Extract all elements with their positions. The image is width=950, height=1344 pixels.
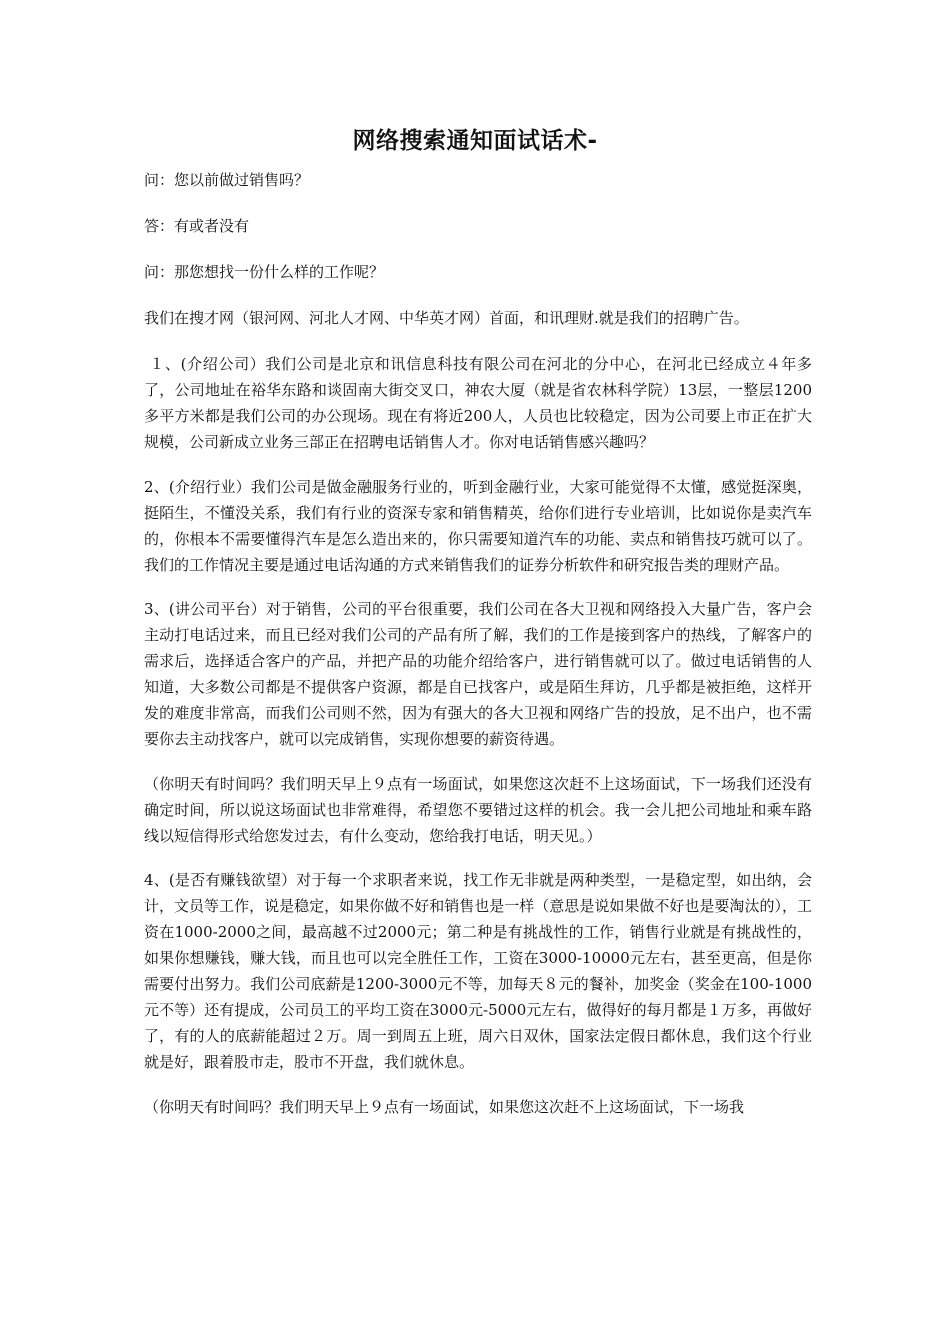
document-body [144, 167, 812, 1138]
paragraph-introduce-company: １、(介绍公司）我们公司是北京和讯信息科技有限公司在河北的分中心，在河北已经成立４年多了，公司地址在裕华东路和谈固南大街交叉口，神农大厦（就是省农林科学院）13层，一整层1200多平方米都是我们公司的办公现场。现在有将近200人，人员也比较稳定，因为公司要上市正在扩大规模，公司新成立业务三部正在招聘电话销售人才。你对电话销售感兴趣吗？ [144, 355, 812, 451]
document-title: 网络搜索通知面试话术- [352, 128, 598, 154]
paragraph-introduce-industry: 2、(介绍行业）我们公司是做金融服务行业的，听到金融行业，大家可能觉得不太懂，感觉挺深奥，挺陌生，不懂没关系，我们有行业的资深专家和销售精英，给你们进行专业培训，比如说你是卖汽车的，你根本不需要懂得汽车是怎么造出来的，你只需要知道汽车的功能、卖点和销售技巧就可以了。我们的工作情况主要是通过电话沟通的方式来销售我们的证券分析软件和研究报告类的理财产品。 [144, 477, 812, 574]
paragraph-company-platform: 3、(讲公司平台）对于销售，公司的平台很重要，我们公司在各大卫视和网络投入大量广告，客户会主动打电话过来，而且已经对我们公司的产品有所了解，我们的工作是接到客户的热线，了解客户的需求后，选择适合客户的产品，并把产品的功能介绍给客户，进行销售就可以了。做过电话销售的人知道，大多数公司都是不提供客户资源，都是自已找客户，或是陌生拜访，几乎都是被拒绝，这样开发的难度非常高，而我们公司则不然，因为有强大的各大卫视和网络广告的投放，足不出户，也不需要你去主动找客户，就可以完成销售，实现你想要的薪资待遇。 [144, 600, 812, 748]
paragraph-question-2: 问：那您想找一份什么样的工作呢？ [144, 263, 385, 281]
paragraph-answer-1: 答：有或者没有 [144, 217, 250, 235]
paragraph-earning-desire: 4、(是否有赚钱欲望）对于每一个求职者来说，找工作无非就是两种类型，一是稳定型，如出纳，会计，文员等工作，说是稳定，如果你做不好和销售也是一样（意思是说如果做不好也是要淘汰的），工资在1000-2000之间，最高越不过2000元；第二种是有挑战性的工作，销售行业就是有挑战性的，如果你想赚钱，赚大钱，而且也可以完全胜任工作，工资在3000-10000元左右，甚至更高，但是你需要付出努力。我们公司底薪是1200-3000元不等，加每天８元的餐补，加奖金（奖金在100-1000元不等）还有提成，公司员工的平均工资在3000元-5000元左右，做得好的每月都是１万多，再做好了，有的人的底薪能超过２万。周一到周五上班，周六日双休，国家法定假日都休息，我们这个行业就是好，跟着股市走，股市不开盘，我们就休息。 [144, 871, 812, 1071]
paragraph-interview-invitation-repeat: （你明天有时间吗？我们明天早上９点有一场面试，如果您这次赶不上这场面试，下一场我 [144, 1097, 745, 1116]
paragraph-recruitment-ad: 我们在搜才网（银河网、河北人才网、中华英才网）首面，和讯理财.就是我们的招聘广告。 [144, 309, 749, 327]
paragraph-interview-invitation: （你明天有时间吗？我们明天早上９点有一场面试，如果您这次赶不上这场面试，下一场我们还没有确定时间，所以说这场面试也非常难得，希望您不要错过这样的机会。我一会儿把公司地址和乘车路线以短信得形式给您发过去，有什么变动，您给我打电话，明天见。） [144, 774, 812, 845]
paragraph-question-1: 问：您以前做过销售吗？ [144, 171, 310, 189]
